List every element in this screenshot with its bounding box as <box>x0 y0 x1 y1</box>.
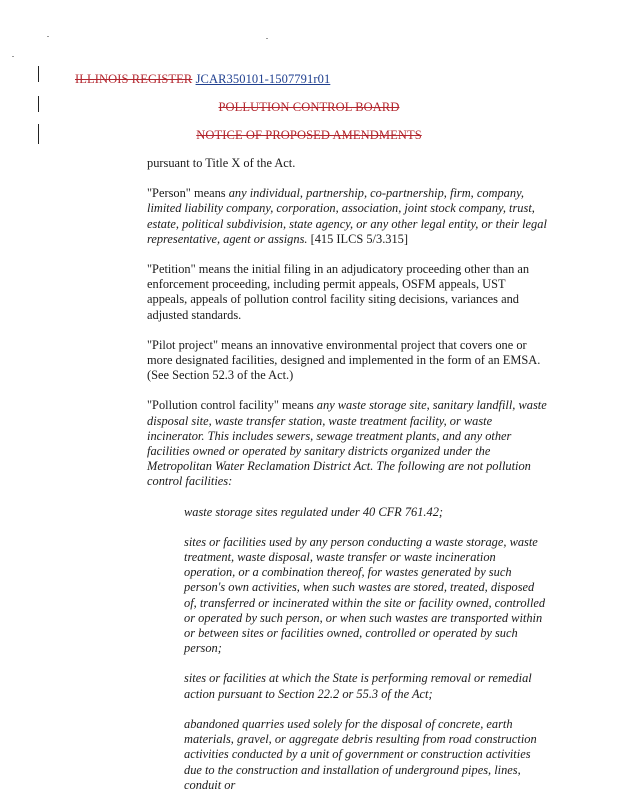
notice-title: NOTICE OF PROPOSED AMENDMENTS <box>196 128 422 142</box>
exclusion-item: waste storage sites regulated under 40 CFR 761.42; <box>184 504 444 519</box>
register-label: ILLINOIS REGISTER <box>75 72 193 86</box>
definitions-body <box>147 156 547 808</box>
definition-pilot-project: "Pilot project" means an innovative environmental project that covers one or more designated facilities, designed and implemented in the form of an EMSA. (See Section 52.3 of the Act.) <box>147 337 541 383</box>
exclusion-item: abandoned quarries used solely for the disposal of concrete, earth materials, gravel, or aggregate debris resulting from road construction activities conducted by a unit of government or construction activities due to the construction and installation of underground pipes, lines, conduit or <box>184 716 537 792</box>
scan-speck <box>47 36 49 37</box>
register-header <box>75 72 330 87</box>
register-id: JCAR350101-1507791r01 <box>195 72 331 86</box>
definition-person: "Person" means any individual, partnership, co-partnership, firm, company, limited liability company, corporation, association, joint stock company, trust, estate, political subdivision, state agency, or any other legal entity, or their legal representative, agent or assigns. [415 ILCS 5/3.315] <box>147 186 547 246</box>
definition-pollution-control-facility: "Pollution control facility" means any waste storage site, sanitary landfill, waste disposal site, waste transfer station, waste treatment facility, or waste incinerator. This includes sewers, sewage treatment plants, and any other facilities owned or operated by sanitary districts organized under the Metropolitan Water Reclamation District Act. The following are not pollution control facilities: <box>147 398 547 489</box>
definition-petition: "Petition" means the initial filing in an adjudicatory proceeding other than an enforcement proceeding, including permit appeals, OSFM appeals, UST appeals, appeals of pollution control facility siting decisions, variances and adjusted standards. <box>147 262 530 322</box>
board-title: POLLUTION CONTROL BOARD <box>218 100 400 114</box>
scan-speck <box>266 38 268 39</box>
scan-speck <box>12 56 14 57</box>
exclusion-item: sites or facilities used by any person conducting a waste storage, waste treatment, waste disposal, waste transfer or waste incineration operation, or a combination thereof, for wastes generated by such person's own activities, when such wastes are stored, treated, disposed of, transferred or incinerated within the site or facility owned, controlled or operated by such person, or when such wastes are transported within or between sites or facilities owned, controlled or operated by such person; <box>184 534 546 656</box>
paragraph-continuation: pursuant to Title X of the Act. <box>147 156 296 170</box>
exclusion-item: sites or facilities at which the State is performing removal or remedial action pursuant to Section 22.2 or 55.3 of the Act; <box>184 671 532 701</box>
revision-bar <box>38 66 39 82</box>
